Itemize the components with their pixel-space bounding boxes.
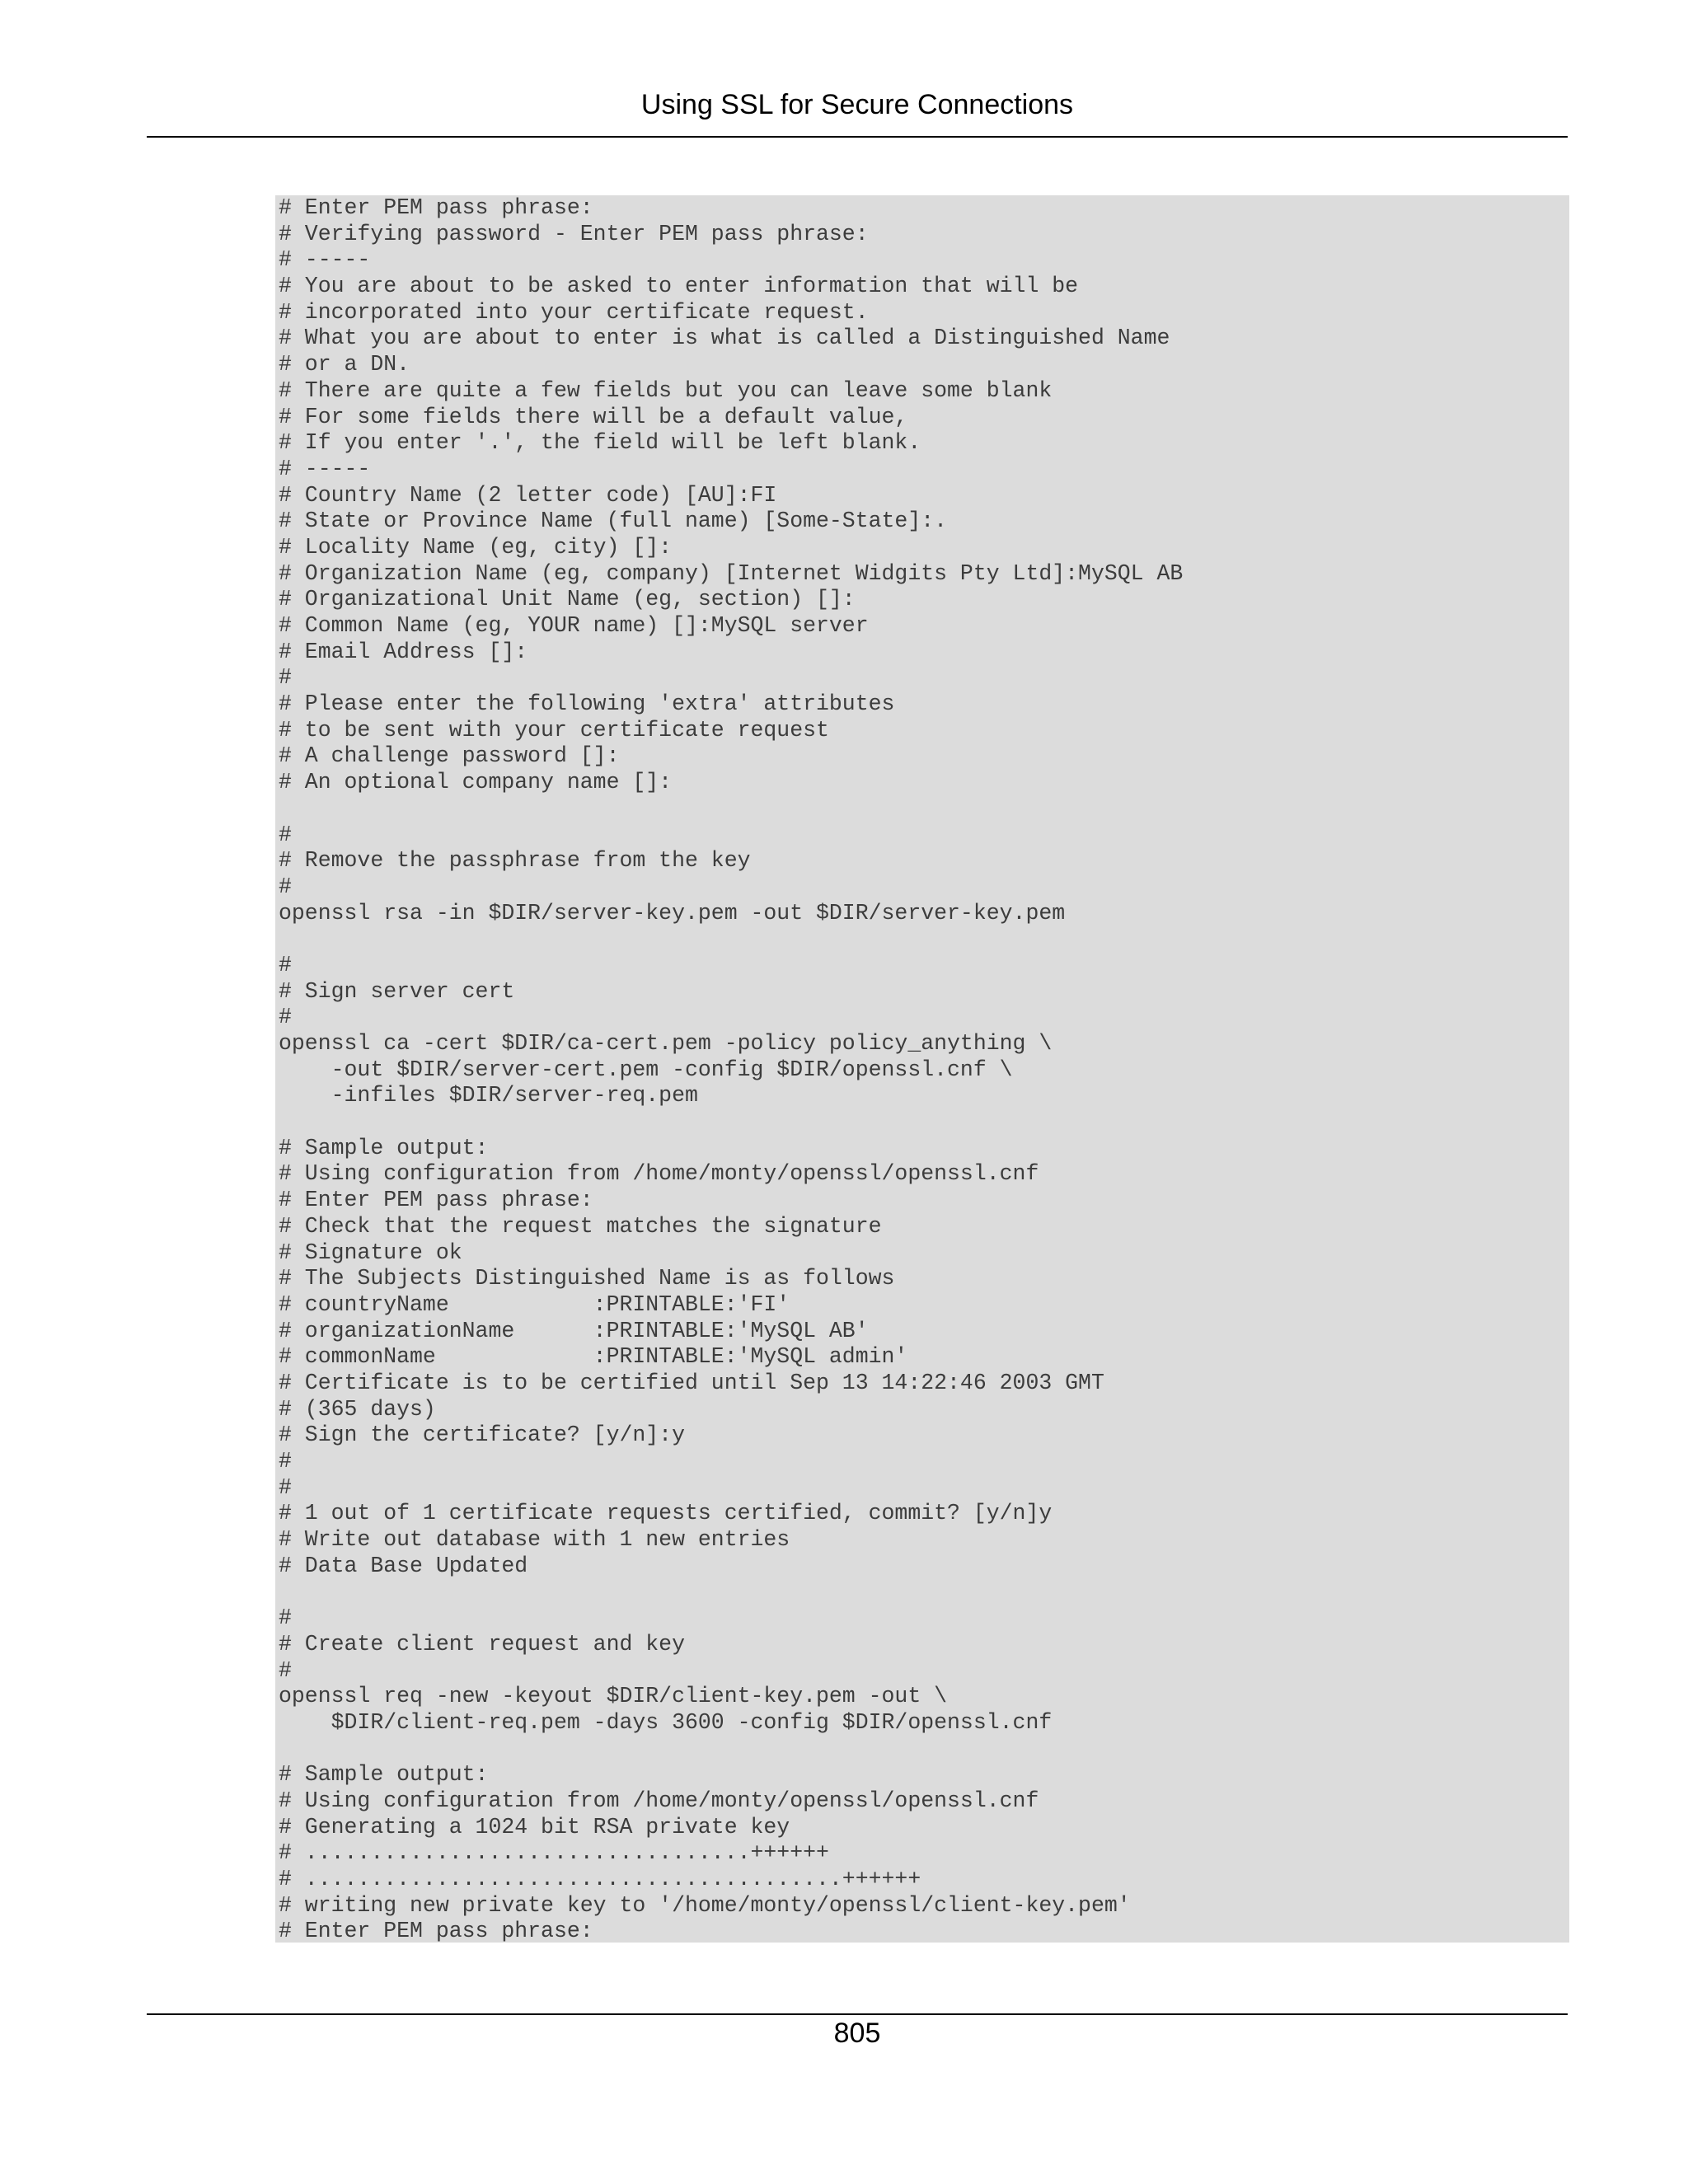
code-line: # Sample output:	[279, 1762, 489, 1788]
code-line: # Remove the passphrase from the key	[279, 848, 751, 874]
code-line: # Write out database with 1 new entries	[279, 1527, 790, 1553]
code-line: #	[279, 1449, 292, 1474]
code-line: # Create client request and key	[279, 1631, 685, 1657]
code-line: # Using configuration from /home/monty/openssl/openssl.cnf	[279, 1161, 1039, 1187]
code-line: openssl req -new -keyout $DIR/client-key.pem -out \	[279, 1684, 948, 1709]
code-line: # You are about to be asked to enter information that will be	[279, 274, 1079, 299]
code-line: # A challenge password []:	[279, 743, 620, 769]
code-line: #	[279, 1005, 292, 1030]
code-line	[279, 1109, 1569, 1136]
code-line: #	[279, 952, 292, 977]
page-header-title: Using SSL for Secure Connections	[640, 89, 1074, 120]
code-line: # Common Name (eg, YOUR name) []:MySQL server	[279, 613, 869, 638]
code-line: #	[279, 1474, 292, 1500]
code-line: # Country Name (2 letter code) [AU]:FI	[279, 482, 777, 508]
code-line: # .........................................++++++	[279, 1867, 921, 1891]
code-line: # Sample output:	[279, 1135, 489, 1160]
code-line: # Enter PEM pass phrase:	[279, 195, 593, 220]
code-line: # Sign the certificate? [y/n]:y	[279, 1422, 685, 1448]
code-line: # Organizational Unit Name (eg, section) []:	[279, 587, 856, 612]
code-line: # State or Province Name (full name) [Some-State]:.	[279, 509, 948, 534]
code-line: # (365 days)	[279, 1396, 436, 1422]
code-line: # countryName :PRINTABLE:'FI'	[279, 1291, 790, 1317]
code-line: # incorporated into your certificate request.	[279, 299, 869, 325]
code-line: # organizationName :PRINTABLE:'MySQL AB'	[279, 1318, 869, 1343]
code-line: # Enter PEM pass phrase:	[279, 1188, 593, 1213]
code-line	[279, 796, 1569, 823]
code-line	[279, 1579, 1569, 1605]
code-line: # Verifying password - Enter PEM pass phrase:	[279, 221, 869, 246]
code-line: # The Subjects Distinguished Name is as follows	[279, 1266, 895, 1291]
code-line: #	[279, 822, 292, 847]
code-line: # Check that the request matches the signature	[279, 1213, 882, 1239]
code-line: # For some fields there will be a default value,	[279, 404, 908, 429]
code-line: # Organization Name (eg, company) [Internet Widgits Pty Ltd]:MySQL AB	[279, 560, 1184, 586]
code-line: # If you enter '.', the field will be left blank.	[279, 430, 921, 456]
code-line: # or a DN.	[279, 352, 410, 377]
code-line: # ..................................++++++	[279, 1840, 829, 1866]
code-line: # writing new private key to '/home/monty/openssl/client-key.pem'	[279, 1892, 1131, 1918]
code-block	[275, 195, 1569, 1943]
code-line: # Data Base Updated	[279, 1553, 528, 1578]
code-line: -infiles $DIR/server-req.pem	[279, 1083, 698, 1108]
code-line: #	[279, 665, 292, 691]
code-line: $DIR/client-req.pem -days 3600 -config $DIR/openssl.cnf	[279, 1709, 1053, 1735]
code-line: # There are quite a few fields but you can leave some blank	[279, 377, 1053, 403]
code-line: # 1 out of 1 certificate requests certified, commit? [y/n]y	[279, 1501, 1053, 1526]
code-line: openssl ca -cert $DIR/ca-cert.pem -policy policy_anything \	[279, 1031, 1053, 1056]
code-line: # What you are about to enter is what is called a Distinguished Name	[279, 326, 1170, 351]
code-line: # to be sent with your certificate request	[279, 717, 829, 743]
code-line: #	[279, 1605, 292, 1631]
code-line: #	[279, 1657, 292, 1683]
code-line: # An optional company name []:	[279, 770, 673, 795]
code-line	[279, 926, 1569, 953]
code-line: # Generating a 1024 bit RSA private key	[279, 1814, 790, 1840]
footer-divider	[147, 2013, 1568, 2015]
header-divider	[147, 136, 1568, 138]
code-line: # commonName :PRINTABLE:'MySQL admin'	[279, 1344, 908, 1370]
code-line: # Locality Name (eg, city) []:	[279, 534, 673, 560]
code-line: # Signature ok	[279, 1240, 462, 1265]
code-line: # Email Address []:	[279, 639, 528, 664]
code-line	[279, 1736, 1569, 1763]
page-number: 805	[833, 2018, 881, 2049]
code-line: -out $DIR/server-cert.pem -config $DIR/openssl.cnf \	[279, 1057, 1013, 1082]
code-line: # Certificate is to be certified until Sep 13 14:22:46 2003 GMT	[279, 1370, 1104, 1395]
code-line: openssl rsa -in $DIR/server-key.pem -out $DIR/server-key.pem	[279, 900, 1066, 926]
code-line: # -----	[279, 456, 371, 481]
code-line: # Using configuration from /home/monty/openssl/openssl.cnf	[279, 1788, 1039, 1813]
code-line: # Sign server cert	[279, 978, 515, 1004]
code-line: # Please enter the following 'extra' attributes	[279, 691, 895, 717]
code-line: #	[279, 874, 292, 899]
code-line: # -----	[279, 247, 371, 273]
code-line: # Enter PEM pass phrase:	[279, 1919, 593, 1944]
